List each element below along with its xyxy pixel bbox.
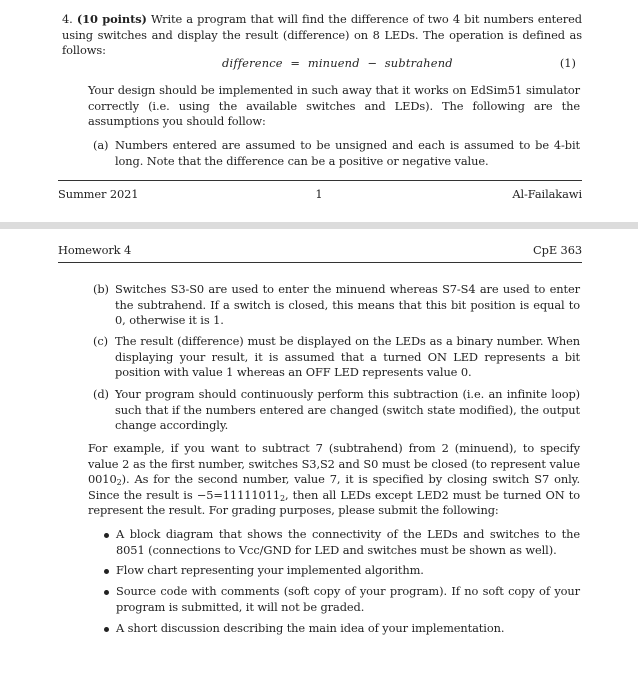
header-divider xyxy=(58,262,582,263)
equation-lhs: difference xyxy=(222,56,283,70)
equation-equals: = xyxy=(290,56,301,70)
bullet-icon xyxy=(104,533,109,538)
submission-item xyxy=(104,621,580,637)
question-text: Write a program that will find the difference of two 4 bit numbers entered using switches and display the result (difference) on 8 LEDs. The operation is defined as follows: xyxy=(62,12,582,57)
difference-equation xyxy=(0,56,638,72)
item-text: The result (difference) must be displayed on the LEDs as a binary number. When displaying your result, it is assumed that a turned ON LED represents a bit position with value 1 whereas an OFF LED represents value 0. xyxy=(115,334,580,379)
question-points: (10 points) xyxy=(76,12,147,26)
footer-author: Al-Failakawi xyxy=(512,187,582,201)
question-number: 4. xyxy=(62,12,73,26)
binary-subscript: 2 xyxy=(279,493,285,503)
item-label: (b) xyxy=(93,282,109,296)
footer-page-number: 1 xyxy=(315,187,323,201)
item-text: Numbers entered are assumed to be unsigned and each is assumed to be 4-bit long. Note that the difference can be a positive or negative value. xyxy=(115,138,580,168)
design-paragraph: Your design should be implemented in such away that it works on EdSim51 simulator correctly (i.e. using the available switches and LEDs). The following are the assumptions you should follow: xyxy=(88,83,580,128)
page-1 xyxy=(0,0,638,222)
item-label: (a) xyxy=(93,138,109,152)
footer-semester: Summer 2021 xyxy=(58,187,139,201)
example-text-2: ). As for the second number, value 7, it is specified by closing switch S7 only. Since the result is −5=11111011 xyxy=(88,472,580,502)
page-2 xyxy=(0,229,638,700)
assumption-item-d xyxy=(93,387,580,434)
equation-body xyxy=(222,56,453,70)
submission-item xyxy=(104,584,580,615)
item-text: Switches S3-S0 are used to enter the minuend whereas S7-S4 are used to enter the subtrahend. If a switch is closed, this means that this bit position is equal to 0, otherwise it is 1. xyxy=(115,282,580,327)
submission-text: A block diagram that shows the connectivity of the LEDs and switches to the 8051 (connections to Vcc/GND for LED and switches must be shown as well). xyxy=(116,527,580,557)
header-homework: Homework 4 xyxy=(58,243,132,257)
assumption-item-b xyxy=(93,282,580,329)
bullet-icon xyxy=(104,569,109,574)
item-label: (c) xyxy=(93,334,108,348)
submission-text: Flow chart representing your implemented algorithm. xyxy=(116,563,424,577)
example-text-1: For example, if you want to subtract 7 (subtrahend) from 2 (minuend), to specify value 2 as the first number, switches S3,S2 and S0 must be closed (to represent value 0010 xyxy=(88,441,580,486)
item-text: Your program should continuously perform this subtraction (i.e. an infinite loop) such that if the numbers entered are changed (switch state modified), the output change accordingly. xyxy=(115,387,580,432)
bullet-icon xyxy=(104,590,109,595)
submission-text: Source code with comments (soft copy of your program). If no soft copy of your program is submitted, it will not be graded. xyxy=(116,584,580,614)
bullet-icon xyxy=(104,627,109,632)
question-header xyxy=(62,12,582,59)
equation-subtrahend: subtrahend xyxy=(384,56,453,70)
binary-subscript: 2 xyxy=(116,478,122,487)
equation-minus: − xyxy=(367,56,378,70)
assumption-item-c xyxy=(93,334,580,381)
assumption-item-a xyxy=(93,138,580,169)
example-text-3: , then all LEDs except LED2 must be turned ON to represent the result. For grading purposes, please submit the following: xyxy=(88,487,580,517)
submission-item xyxy=(104,527,580,558)
equation-number: (1) xyxy=(559,56,576,70)
footer-divider xyxy=(58,180,582,181)
equation-minuend: minuend xyxy=(307,56,360,70)
header-course: CpE 363 xyxy=(533,243,582,257)
submission-item xyxy=(104,563,580,579)
example-paragraph xyxy=(88,441,580,519)
submission-text: A short discussion describing the main idea of your implementation. xyxy=(116,621,505,635)
item-label: (d) xyxy=(93,387,109,401)
